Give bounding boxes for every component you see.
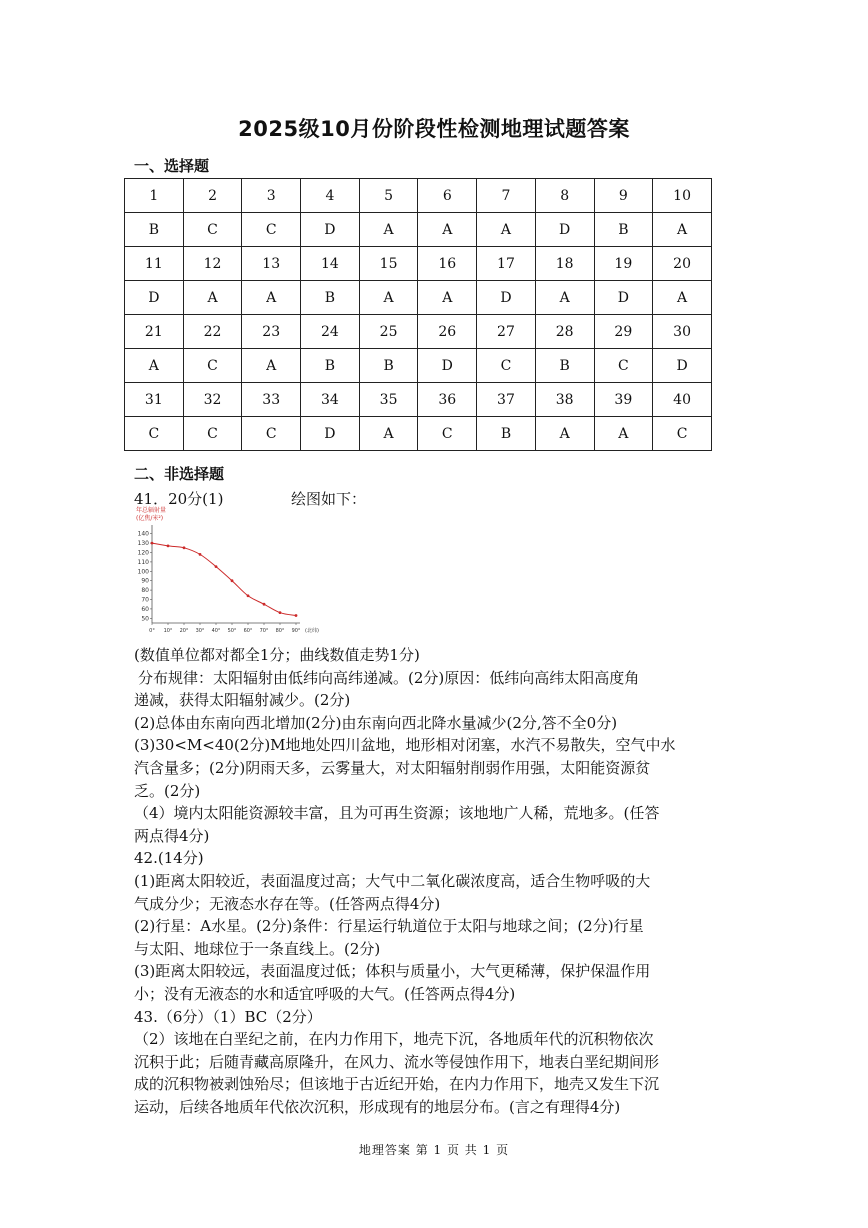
answer-line: （2）该地在白垩纪之前，在内力作用下，地壳下沉，各地质年代的沉积物依次 xyxy=(134,1030,654,1049)
y-tick-label: 70 xyxy=(141,596,149,604)
section-heading-multiple-choice: 一、选择题 xyxy=(134,157,210,175)
question-number-row xyxy=(125,247,712,281)
question-number-cell: 28 xyxy=(535,315,594,349)
answer-key-cell: B xyxy=(301,349,360,383)
y-axis-title: 年总辐射量 xyxy=(136,507,167,514)
question-number-cell: 17 xyxy=(477,247,536,281)
answer-key-cell: A xyxy=(653,213,712,247)
answer-key-cell: B xyxy=(125,213,184,247)
question-number-cell: 11 xyxy=(125,247,184,281)
answer-key-cell: C xyxy=(125,417,184,451)
question-number-cell: 32 xyxy=(183,383,242,417)
answer-key-cell: C xyxy=(183,349,242,383)
y-tick-label: 60 xyxy=(141,605,149,613)
answer-line: 乏。(2分) xyxy=(134,781,201,800)
question-number-cell: 16 xyxy=(418,247,477,281)
answer-key-cell: A xyxy=(242,349,301,383)
radiation-curve xyxy=(152,543,296,615)
y-tick-label: 100 xyxy=(137,568,149,576)
x-tick-label: 10° xyxy=(163,628,173,634)
answer-key-row xyxy=(125,349,712,383)
question-number-cell: 12 xyxy=(183,247,242,281)
answer-line: 沉积于此；后随青藏高原隆升，在风力、流水等侵蚀作用下，地表白垩纪期间形 xyxy=(134,1052,660,1071)
answer-key-cell: A xyxy=(359,281,418,315)
data-point xyxy=(295,614,298,617)
answer-line: (2)行星：A水星。(2分)条件：行星运行轨道位于太阳与地球之间；(2分)行星 xyxy=(134,917,644,936)
question-number-cell: 8 xyxy=(535,179,594,213)
data-point xyxy=(199,553,202,556)
x-tick-label: 30° xyxy=(195,628,205,634)
answer-key-cell: D xyxy=(301,417,360,451)
question-number-cell: 1 xyxy=(125,179,184,213)
question-number-cell: 15 xyxy=(359,247,418,281)
question-number-cell: 36 xyxy=(418,383,477,417)
y-tick-label: 90 xyxy=(141,577,149,585)
data-point xyxy=(263,603,266,606)
answer-key-cell: A xyxy=(418,281,477,315)
question-number-row xyxy=(125,179,712,213)
question-number-cell: 23 xyxy=(242,315,301,349)
question-number-cell: 10 xyxy=(653,179,712,213)
data-point xyxy=(247,594,250,597)
question-number-cell: 38 xyxy=(535,383,594,417)
answer-key-cell: A xyxy=(183,281,242,315)
question-number-cell: 13 xyxy=(242,247,301,281)
x-tick-label: 40° xyxy=(211,628,221,634)
answer-key-cell: B xyxy=(359,349,418,383)
answer-key-cell: C xyxy=(594,349,653,383)
answer-line: 气成分少；无液态水存在等。(任答两点得4分) xyxy=(134,894,441,913)
x-tick-label: 0° xyxy=(149,628,155,634)
question-number-cell: 33 xyxy=(242,383,301,417)
answer-line: 分布规律：太阳辐射由低纬向高纬递减。(2分)原因：低纬向高纬太阳高度角 xyxy=(138,668,640,687)
question-number-cell: 39 xyxy=(594,383,653,417)
answer-key-cell: A xyxy=(477,213,536,247)
answer-line: (数值单位都对都全1分；曲线数值走势1分) xyxy=(134,646,420,664)
question-number-cell: 25 xyxy=(359,315,418,349)
answer-key-row xyxy=(125,213,712,247)
question-number-cell: 14 xyxy=(301,247,360,281)
y-tick-label: 110 xyxy=(137,558,149,566)
answer-line: 小；没有无液态的水和适宜呼吸的大气。(任答两点得4分) xyxy=(134,984,516,1003)
question-number-cell: 19 xyxy=(594,247,653,281)
y-tick-label: 80 xyxy=(141,587,149,595)
answer-line: 成的沉积物被剥蚀殆尽；但该地于古近纪开始，在内力作用下，地壳又发生下沉 xyxy=(134,1075,660,1094)
question-number-cell: 37 xyxy=(477,383,536,417)
radiation-chart xyxy=(134,505,319,637)
answer-key-cell: D xyxy=(125,281,184,315)
question-number-row xyxy=(125,315,712,349)
data-point xyxy=(215,565,218,568)
data-point xyxy=(231,579,234,582)
answer-key-cell: A xyxy=(653,281,712,315)
question-41-draw-note: 绘图如下： xyxy=(290,490,366,508)
answer-line: 递减，获得太阳辐射减少。(2分) xyxy=(134,691,351,710)
question-number-cell: 5 xyxy=(359,179,418,213)
answer-key-cell: D xyxy=(418,349,477,383)
answer-key-cell: C xyxy=(653,417,712,451)
answer-key-cell: C xyxy=(242,417,301,451)
answer-key-cell: D xyxy=(477,281,536,315)
data-point xyxy=(151,542,154,545)
answer-key-cell: D xyxy=(594,281,653,315)
answer-key-cell: D xyxy=(535,213,594,247)
data-point xyxy=(167,545,170,548)
answer-key-cell: B xyxy=(477,417,536,451)
y-tick-label: 120 xyxy=(137,549,149,557)
y-tick-label: 140 xyxy=(137,530,149,538)
answer-key-cell: A xyxy=(418,213,477,247)
x-axis-title: (北纬) xyxy=(305,628,319,634)
question-number-cell: 27 xyxy=(477,315,536,349)
answer-table xyxy=(124,178,712,451)
question-number-cell: 30 xyxy=(653,315,712,349)
question-number-cell: 29 xyxy=(594,315,653,349)
question-number-cell: 18 xyxy=(535,247,594,281)
question-number-cell: 34 xyxy=(301,383,360,417)
answer-key-cell: D xyxy=(653,349,712,383)
question-number-cell: 9 xyxy=(594,179,653,213)
radiation-chart-svg xyxy=(134,505,319,637)
answer-line: （4）境内太阳能资源较丰富，且为可再生资源；该地地广人稀，荒地多。(任答 xyxy=(134,804,660,823)
y-tick-label: 130 xyxy=(137,540,149,548)
answer-text xyxy=(134,644,744,1118)
question-41-label: 41．20分(1) xyxy=(134,490,224,508)
answer-line: (3)距离太阳较远，表面温度过低；体积与质量小，大气更稀薄，保护保温作用 xyxy=(134,962,651,981)
answer-key-cell: A xyxy=(535,417,594,451)
x-tick-label: 90° xyxy=(291,628,301,634)
answer-key-cell: C xyxy=(183,417,242,451)
question-number-cell: 21 xyxy=(125,315,184,349)
y-axis-unit: (亿焦/米²) xyxy=(136,515,164,522)
answer-key-cell: A xyxy=(125,349,184,383)
answer-key-cell: B xyxy=(535,349,594,383)
answer-line: 43.（6分）（1）BC（2分） xyxy=(134,1007,322,1026)
answer-key-cell: A xyxy=(594,417,653,451)
question-number-cell: 31 xyxy=(125,383,184,417)
answer-key-cell: B xyxy=(594,213,653,247)
answer-key-row xyxy=(125,281,712,315)
question-number-cell: 40 xyxy=(653,383,712,417)
x-tick-label: 80° xyxy=(275,628,285,634)
answer-key-cell: A xyxy=(359,213,418,247)
x-tick-label: 70° xyxy=(259,628,269,634)
answer-key-cell: A xyxy=(242,281,301,315)
answer-key-row xyxy=(125,417,712,451)
y-tick-label: 50 xyxy=(141,615,149,623)
question-number-cell: 26 xyxy=(418,315,477,349)
question-number-cell: 35 xyxy=(359,383,418,417)
answer-key-cell: D xyxy=(301,213,360,247)
answer-line: 两点得4分) xyxy=(134,826,210,845)
answer-line: 42.(14分) xyxy=(134,849,204,868)
question-number-cell: 7 xyxy=(477,179,536,213)
answer-key-cell: C xyxy=(242,213,301,247)
answer-line: 运动，后续各地质年代依次沉积，形成现有的地层分布。(言之有理得4分) xyxy=(134,1097,621,1116)
answer-key-cell: B xyxy=(301,281,360,315)
question-number-cell: 6 xyxy=(418,179,477,213)
answer-line: (3)30<M<40(2分)M地地处四川盆地，地形相对闭塞，水汽不易散失，空气中水 xyxy=(134,736,676,755)
question-number-cell: 4 xyxy=(301,179,360,213)
x-tick-label: 50° xyxy=(227,628,237,634)
x-tick-label: 60° xyxy=(243,628,253,634)
section-heading-free-response: 二、非选择题 xyxy=(134,465,225,483)
question-number-cell: 2 xyxy=(183,179,242,213)
page-footer: 地理答案 第 1 页 共 1 页 xyxy=(358,1143,510,1157)
answer-line: (2)总体由东南向西北增加(2分)由东南向西北降水量减少(2分,答不全0分) xyxy=(134,713,618,732)
data-point xyxy=(279,611,282,614)
x-tick-label: 20° xyxy=(179,628,189,634)
question-number-row xyxy=(125,383,712,417)
question-number-cell: 22 xyxy=(183,315,242,349)
data-point xyxy=(183,546,186,549)
answer-key-cell: C xyxy=(418,417,477,451)
answer-key-cell: A xyxy=(359,417,418,451)
question-number-cell: 3 xyxy=(242,179,301,213)
page-title: 2025级10月份阶段性检测地理试题答案 xyxy=(238,117,630,141)
answer-key-cell: C xyxy=(477,349,536,383)
answer-line: 与太阳、地球位于一条直线上。(2分) xyxy=(134,939,381,958)
answer-line: (1)距离太阳较近，表面温度过高；大气中二氧化碳浓度高，适合生物呼吸的大 xyxy=(134,871,651,890)
question-number-cell: 24 xyxy=(301,315,360,349)
answer-line: 汽含量多；(2分)阴雨天多，云雾量大，对太阳辐射削弱作用强，太阳能资源贫 xyxy=(134,758,651,777)
answer-key-cell: A xyxy=(535,281,594,315)
answer-key-cell: C xyxy=(183,213,242,247)
question-number-cell: 20 xyxy=(653,247,712,281)
